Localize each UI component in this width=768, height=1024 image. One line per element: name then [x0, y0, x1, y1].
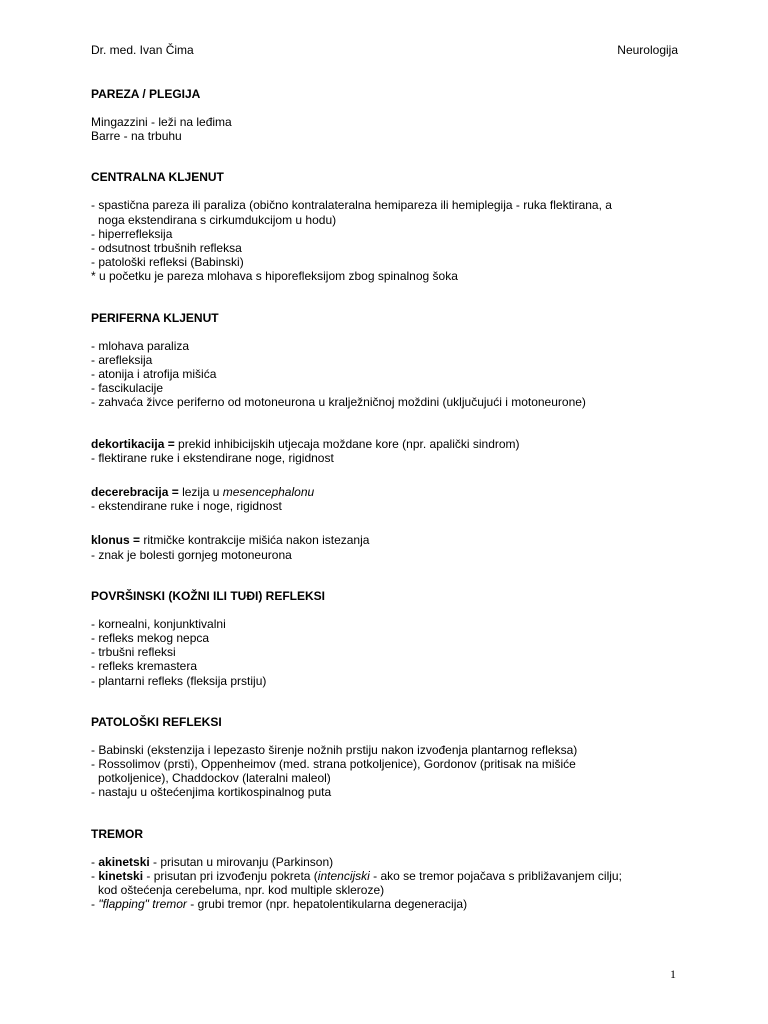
section-title-povrsinski: POVRŠINSKI (KOŽNI ILI TUĐI) REFLEKSI [91, 588, 326, 603]
povrsinski-line: - plantarni refleks (fleksija prstiju) [91, 673, 267, 688]
term-klonus: klonus = [91, 533, 141, 548]
periferna-line: - fascikulacije [91, 381, 164, 396]
centralna-line: - odsutnost trbušnih refleksa [91, 241, 242, 256]
term-akinetski: akinetski [98, 854, 150, 869]
definition-klonus [91, 533, 691, 547]
definition-text: prekid inhibicijskih utjecaja moždane kore (npr. apalički sindrom) [174, 436, 520, 451]
centralna-line: - hiperrefleksija [91, 226, 173, 241]
tremor-flapping [91, 897, 691, 911]
section-title-periferna: PERIFERNA KLJENUT [91, 310, 219, 325]
periferna-line: - zahvaća živce periferno od motoneurona u kralježničnoj moždini (uključujući i motoneurone) [91, 395, 586, 410]
patoloski-line: - nastaju u oštećenjima kortikospinalnog puta [91, 785, 332, 800]
definition-dekortikacija [91, 437, 691, 451]
povrsinski-line: - trbušni refleksi [91, 645, 176, 660]
tremor-akinetski [91, 855, 691, 869]
header-author: Dr. med. Ivan Čima [91, 43, 194, 57]
tremor-text: - prisutan u mirovanju (Parkinson) [149, 854, 334, 869]
page-number: 1 [670, 967, 676, 981]
centralna-line: - spastična pareza ili paraliza (obično kontralateralna hemipareza ili hemiplegija - ruka flektirana, a [91, 198, 612, 213]
centralna-note: * u početku je pareza mlohava s hiporefleksijom zbog spinalnog šoka [91, 269, 458, 284]
term-kinetski: kinetski [98, 868, 144, 883]
definition-text: lezija u [178, 485, 223, 500]
povrsinski-line: - kornealni, konjunktivalni [91, 616, 226, 631]
tremor-text: - ako se tremor pojačava s približavanjem cilju; [369, 868, 622, 883]
pareza-line: Barre - na trbuhu [91, 129, 182, 144]
dekortikacija-line: - flektirane ruke i ekstendirane noge, rigidnost [91, 450, 334, 465]
centralna-line-continued: noga ekstendirana s cirkumdukcijom u hodu) [98, 212, 337, 227]
patoloski-line: - Rossolimov (prsti), Oppenheimov (med. strana potkoljenice), Gordonov (pritisak na mišiće [91, 757, 576, 772]
patoloski-line: - Babinski (ekstenzija i lepezasto širenje nožnih prstiju nakon izvođenja plantarnog refleksa) [91, 742, 578, 757]
document-body [91, 87, 691, 912]
decerebracija-line: - ekstendirane ruke i noge, rigidnost [91, 499, 282, 514]
term-intencijski: intencijski [317, 868, 370, 883]
section-title-pareza: PAREZA / PLEGIJA [91, 87, 201, 101]
header-subject: Neurologija [617, 43, 678, 57]
tremor-kinetski [91, 869, 691, 883]
bullet-dash: - [91, 854, 99, 869]
tremor-text: - grubi tremor (npr. hepatolentikularna degeneracija) [186, 897, 468, 912]
povrsinski-line: - refleks mekog nepca [91, 631, 210, 646]
definition-decerebracija [91, 485, 691, 499]
tremor-text: - prisutan pri izvođenju pokreta ( [143, 868, 318, 883]
centralna-line: - patološki refleksi (Babinski) [91, 255, 244, 270]
periferna-line: - arefleksija [91, 352, 153, 367]
bullet-dash: - [91, 868, 99, 883]
term-flapping-tremor: "flapping" tremor [98, 897, 187, 912]
tremor-kinetski-continued: kod oštećenja cerebeluma, npr. kod multiple skleroze) [98, 883, 385, 898]
definition-italic: mesencephalonu [222, 485, 315, 500]
pareza-line: Mingazzini - leži na leđima [91, 115, 232, 129]
periferna-line: - atonija i atrofija mišića [91, 367, 217, 382]
bullet-dash: - [91, 897, 99, 912]
klonus-line: - znak je bolesti gornjeg motoneurona [91, 547, 292, 562]
section-title-patoloski: PATOLOŠKI REFLEKSI [91, 714, 222, 729]
povrsinski-line: - refleks kremastera [91, 659, 198, 674]
term-dekortikacija: dekortikacija = [91, 436, 175, 451]
section-title-tremor: TREMOR [91, 826, 143, 841]
periferna-line: - mlohava paraliza [91, 338, 190, 353]
term-decerebracija: decerebracija = [91, 485, 179, 500]
definition-text: ritmičke kontrakcije mišića nakon istezanja [140, 533, 370, 548]
patoloski-line-continued: potkoljenice), Chaddockov (lateralni maleol) [98, 771, 331, 786]
section-title-centralna: CENTRALNA KLJENUT [91, 170, 224, 185]
